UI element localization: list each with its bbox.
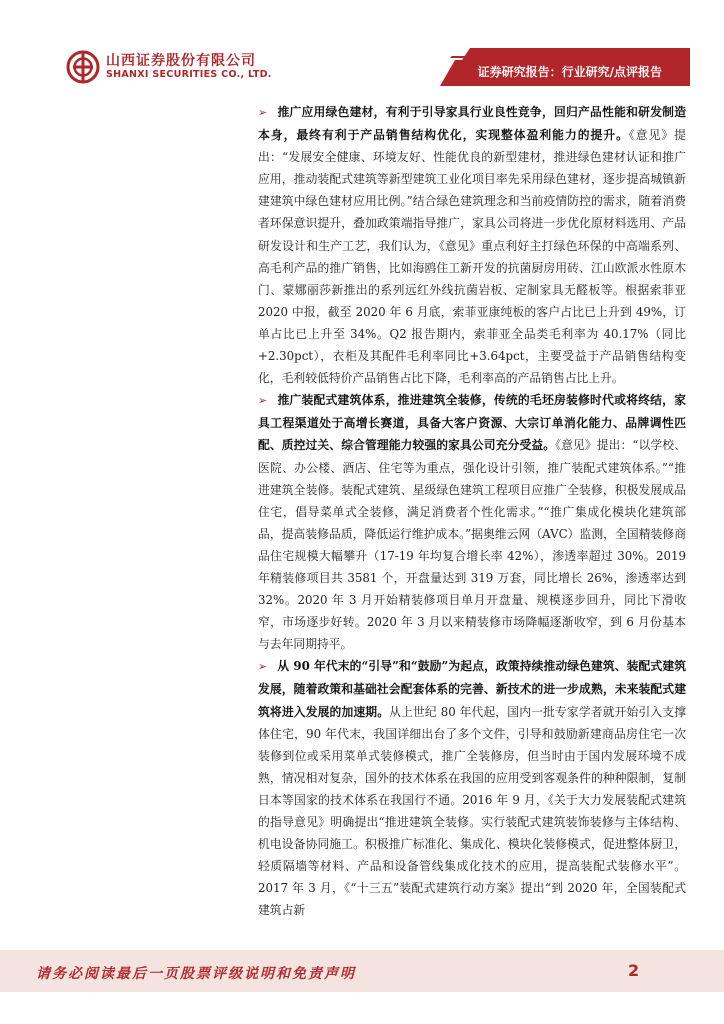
paragraph-text: 《意见》提出：“以学校、医院、办公楼、酒店、住宅等为重点，强化设计引领，推广装配式建筑体系。”“推进建筑全装修。装配式建筑、星级绿色建筑工程项目应推广全装修，积极发展成品住宅，倡导菜单式全装修，满足消费者个性化需求。”“推广集成化模块化建筑部品，提高装修品质，降低运行维护成本。”据奥维云网（AVC）监测，全国精装修商品住宅规模大幅攀升（17-19 年均复合增长率 42%），渗透率超过 30%。2019 年精装修项目共 3581 个，开盘量达到 319 万套，同比增长 26%，渗透率达到 32%。2020 年 3 月开始精装修项目单月开盘量、规模逐步回升，同比下滑收窄，市场逐步好转。2020 年 3 月以来精装修市场降幅逐渐收窄，到 6 月份基本与去年同期持平。 (258, 438, 686, 652)
document-body (258, 101, 686, 921)
header-ribbon (0, 0, 724, 96)
bullet-icon: ➢ (258, 394, 268, 408)
bullet-icon: ➢ (258, 106, 268, 119)
report-type-label: 证券研究报告：行业研究/点评报告 (477, 65, 662, 79)
paragraph-green-materials (258, 101, 686, 389)
bullet-icon: ➢ (258, 660, 268, 674)
footer-disclaimer: 请务必阅读最后一页股票评级说明和免责声明 (36, 966, 356, 982)
paragraph-prefab-system (258, 389, 686, 655)
paragraph-lead: 推广装配式建筑体系，推进建筑全装修，传统的毛坯房装修时代或将终结，家具工程渠道处于高增长赛道，具备大客户资源、大宗订单消化能力、品牌调性匹配、质控过关、综合管理能力较强的家具公司充分受益。 (258, 393, 686, 453)
paragraph-policy-history (258, 655, 686, 921)
paragraph-lead: 推广应用绿色建材，有利于引导家具行业良性竞争，回归产品性能和研发制造本身，最终有利于产品销售结构优化，实现整体盈利能力的提升。 (258, 105, 686, 143)
paragraph-text: 《意见》提出：“发展安全健康、环境友好、性能优良的新型建材，推进绿色建材认证和推广应用，推动装配式建筑等新型建筑工业化项目率先采用绿色建材，逐步提高城镇新建建筑中绿色建材应用比例。”结合绿色建筑理念和当前疫情防控的需求，随着消费者环保意识提升，叠加政策端指导推广，家具公司将进一步优化原材料选用、产品研发设计和生产工艺，我们认为，《意见》重点利好主打绿色环保的中高端系列、高毛利产品的推广销售，比如海鸥住工新开发的抗菌厨房用砖、江山欧派水性原木门、蒙娜丽莎新推出的系列远红外线抗菌岩板、定制家具无醛板等。根据索菲亚 2020 中报，截至 2020 年 6 月底，索菲亚康纯板的客户占比已上升到 49%，订单占比已上升至 34%。Q2 报告期内，索菲亚全品类毛利率为 40.17%（同比+2.30pct），衣柜及其配件毛利率同比+3.64pct，主要受益于产品销售结构变化，毛利较低特价产品销售占比下降，毛利率高的产品销售占比上升。 (258, 128, 686, 386)
company-name-cn: 山西证券股份有限公司 (106, 53, 256, 69)
company-name-en: SHANXI SECURITIES CO., LTD. (106, 69, 272, 80)
paragraph-text: 从上世纪 80 年代起，国内一批专家学者就开始引入支撑体住宅，90 年代末，我国详细出台了多个文件，引导和鼓励新建商品房住宅一次装修到位或采用菜单式装修模式，推广全装修房，但当时由于国内发展环境不成熟，情况相对复杂，国外的技术体系在我国的应用受到客观条件的种种限制，复制日本等国家的技术体系在我国行不通。2016 年 9 月，《关于大力发展装配式建筑的指导意见》明确提出“推进建筑全装修。实行装配式建筑装饰装修与主体结构、机电设备协同施工。积极推广标准化、集成化、模块化装修模式，促进整体厨卫，轻质隔墙等材料、产品和设备管线集成化技术的应用，提高装配式装修水平”。2017 年 3 月，《“十三五”装配式建筑行动方案》提出“到 2020 年，全国装配式建筑占新 (258, 704, 686, 918)
page-number: 2 (628, 961, 640, 980)
page-header (0, 0, 724, 96)
paragraph-lead: 从 90 年代末的“引导”和“鼓励”为起点，政策持续推动绿色建筑、装配式建筑发展，随着政策和基础社会配套体系的完善、新技术的进一步成熟，未来装配式建筑将进入发展的加速期。 (258, 659, 686, 719)
